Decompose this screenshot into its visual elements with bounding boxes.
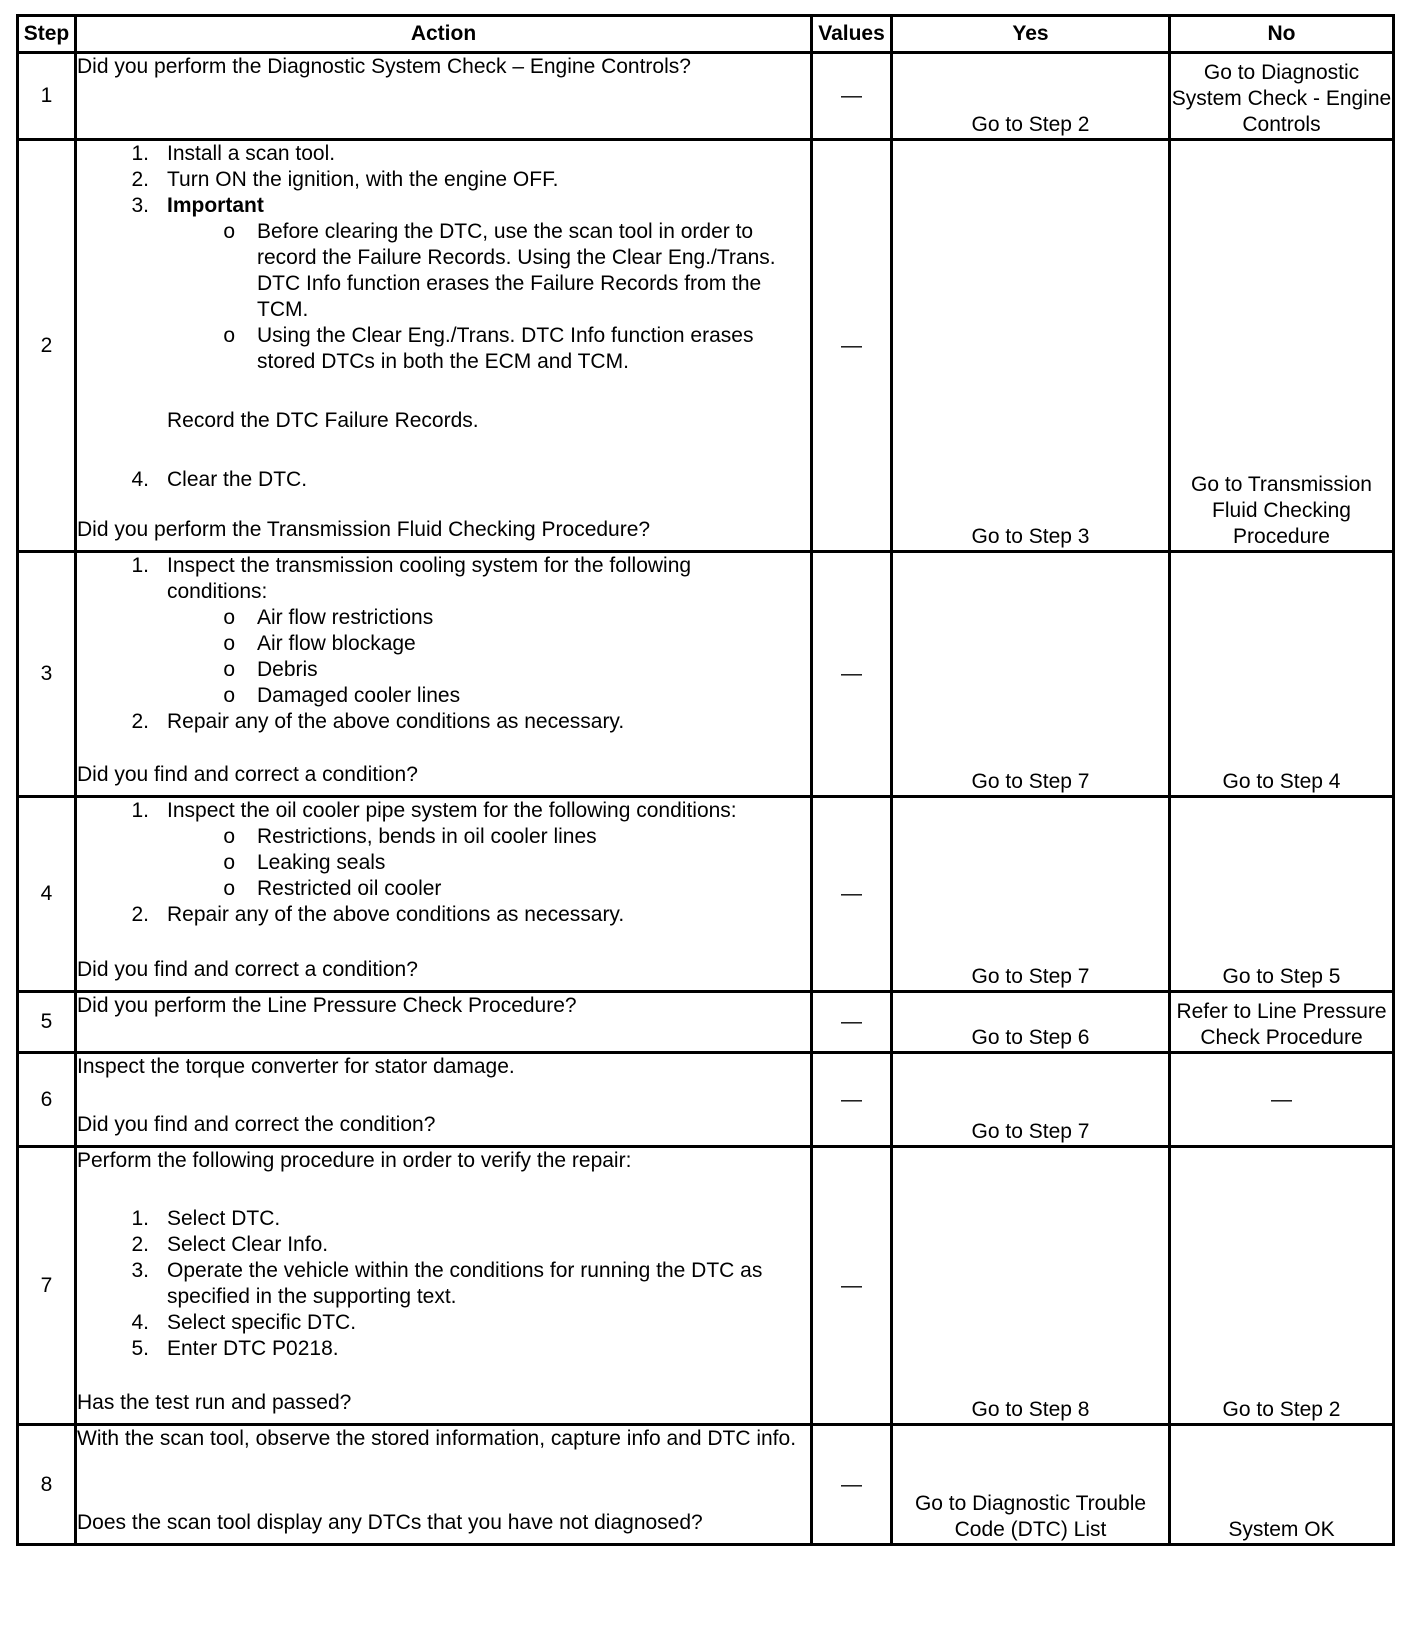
sub-list-item: o Leaking seals — [223, 851, 386, 874]
list-item: 1. Inspect the oil cooler pipe system for the following conditions: — [131, 799, 737, 822]
yes-cell: Go to Step 2 — [892, 53, 1170, 140]
step-number: 6 — [18, 1053, 76, 1147]
action-cell — [76, 992, 812, 1053]
no-cell: Go to Step 4 — [1170, 552, 1394, 797]
yes-cell: Go to Step 7 — [892, 797, 1170, 992]
table-row — [18, 552, 1394, 797]
table-row — [18, 53, 1394, 140]
no-cell: Go to Diagnostic System Check - Engine Controls — [1170, 53, 1394, 140]
table-row — [18, 1053, 1394, 1147]
action-cell — [76, 53, 812, 140]
yes-cell: Go to Step 6 — [892, 992, 1170, 1053]
header-values: Values — [812, 16, 892, 53]
question-text: Does the scan tool display any DTCs that you have not diagnosed? — [77, 1511, 703, 1534]
sub-list-item: o Air flow restrictions — [223, 606, 434, 629]
step-number: 7 — [18, 1147, 76, 1425]
step-number: 2 — [18, 140, 76, 552]
list-item: 3. Operate the vehicle within the conditions for running the DTC as specified in the supporting text. — [131, 1259, 763, 1308]
question-text: Did you find and correct the condition? — [77, 1113, 436, 1136]
action-cell — [76, 552, 812, 797]
yes-cell: Go to Step 7 — [892, 1053, 1170, 1147]
question-text: Has the test run and passed? — [77, 1391, 352, 1414]
action-cell — [76, 797, 812, 992]
no-cell: System OK — [1170, 1425, 1394, 1545]
intro-text: Inspect the torque converter for stator damage. — [77, 1055, 515, 1078]
diagnostic-table — [16, 14, 1395, 1546]
values-cell: — — [812, 992, 892, 1053]
table-row — [18, 1425, 1394, 1545]
yes-cell: Go to Step 7 — [892, 552, 1170, 797]
list-item: 2. Select Clear Info. — [131, 1233, 329, 1256]
action-cell — [76, 1053, 812, 1147]
sub-list-item: o Damaged cooler lines — [223, 684, 461, 707]
values-cell: — — [812, 1147, 892, 1425]
list-item: 3. Important — [131, 194, 264, 217]
yes-cell: Go to Diagnostic Trouble Code (DTC) List — [892, 1425, 1170, 1545]
intro-text: With the scan tool, observe the stored information, capture info and DTC info. — [77, 1427, 797, 1450]
values-cell: — — [812, 552, 892, 797]
sub-list-item: o Debris — [223, 658, 318, 681]
intro-text: Perform the following procedure in order to verify the repair: — [77, 1149, 632, 1172]
sub-list-item: o Using the Clear Eng./Trans. DTC Info function erases stored DTCs in both the ECM and TCM. — [223, 324, 754, 373]
yes-cell: Go to Step 8 — [892, 1147, 1170, 1425]
step-number: 8 — [18, 1425, 76, 1545]
list-item: 1. Inspect the transmission cooling system for the following conditions: — [131, 554, 692, 603]
header-action: Action — [76, 16, 812, 53]
question-text: Did you perform the Diagnostic System Check – Engine Controls? — [77, 55, 691, 78]
table-row — [18, 1147, 1394, 1425]
header-row — [18, 16, 1394, 53]
step-number: 4 — [18, 797, 76, 992]
values-cell: — — [812, 1425, 892, 1545]
sub-list-item: o Restrictions, bends in oil cooler lines — [223, 825, 597, 848]
header-yes: Yes — [892, 16, 1170, 53]
step-number: 1 — [18, 53, 76, 140]
header-no: No — [1170, 16, 1394, 53]
question-text: Did you perform the Transmission Fluid Checking Procedure? — [77, 518, 651, 541]
action-cell — [76, 1147, 812, 1425]
values-cell: — — [812, 53, 892, 140]
question-text: Did you perform the Line Pressure Check Procedure? — [77, 994, 577, 1017]
table-row — [18, 797, 1394, 992]
action-cell — [76, 1425, 812, 1545]
list-item: 1. Install a scan tool. — [131, 142, 336, 165]
list-item: 5. Enter DTC P0218. — [131, 1337, 339, 1360]
values-cell: — — [812, 797, 892, 992]
list-item: 2. Repair any of the above conditions as necessary. — [131, 710, 625, 733]
values-cell: — — [812, 1053, 892, 1147]
question-text: Did you find and correct a condition? — [77, 958, 418, 981]
no-cell: Go to Transmission Fluid Checking Procedure — [1170, 140, 1394, 552]
list-item: 1. Select DTC. — [131, 1207, 281, 1230]
no-cell: Refer to Line Pressure Check Procedure — [1170, 992, 1394, 1053]
no-cell: Go to Step 2 — [1170, 1147, 1394, 1425]
no-cell: — — [1170, 1053, 1394, 1147]
table-row — [18, 140, 1394, 552]
sub-list-item: o Restricted oil cooler — [223, 877, 442, 900]
step-number: 3 — [18, 552, 76, 797]
list-item: 4. Clear the DTC. — [131, 468, 308, 491]
no-cell: Go to Step 5 — [1170, 797, 1394, 992]
sub-list-item: o Air flow blockage — [223, 632, 416, 655]
values-cell: — — [812, 140, 892, 552]
note-text: Record the DTC Failure Records. — [167, 409, 479, 432]
action-cell — [76, 140, 812, 552]
question-text: Did you find and correct a condition? — [77, 763, 418, 786]
list-item: 4. Select specific DTC. — [131, 1311, 357, 1334]
sub-list-item: o Before clearing the DTC, use the scan tool in order to record the Failure Records. Using the Clear Eng./Trans. DTC Info function erases the Failure Records from the TCM. — [223, 220, 776, 321]
list-item: 2. Repair any of the above conditions as necessary. — [131, 903, 625, 926]
header-step: Step — [18, 16, 76, 53]
yes-cell: Go to Step 3 — [892, 140, 1170, 552]
table-row — [18, 992, 1394, 1053]
list-item: 2. Turn ON the ignition, with the engine OFF. — [131, 168, 559, 191]
step-number: 5 — [18, 992, 76, 1053]
